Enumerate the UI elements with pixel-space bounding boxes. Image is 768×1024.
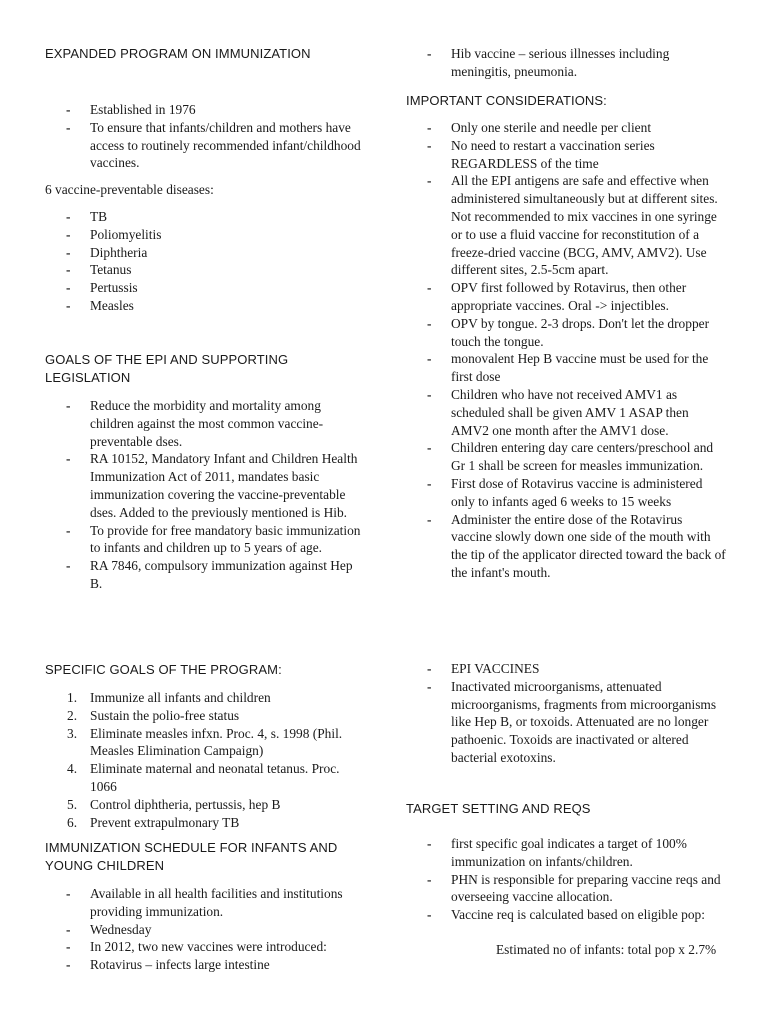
considerations-heading: IMPORTANT CONSIDERATIONS:: [406, 93, 607, 108]
list-item: - Only one sterile and needle per client: [406, 119, 726, 137]
list-item: - monovalent Hep B vaccine must be used for the first dose: [406, 350, 726, 386]
list-item: - First dose of Rotavirus vaccine is administered only to infants aged 6 weeks to 15 weeks: [406, 475, 726, 511]
list-item: - EPI VACCINES: [406, 660, 726, 678]
list-item: - To provide for free mandatory basic immunization to infants and children up to 5 years of age.: [45, 522, 365, 558]
list-item-text: Eliminate measles infxn. Proc. 4, s. 1998 (Phil. Measles Elimination Campaign): [90, 725, 343, 759]
list-item: - OPV first followed by Rotavirus, then other appropriate vaccines. Oral -> injectibles.: [406, 279, 726, 315]
list-item: - Rotavirus – infects large intestine: [45, 956, 365, 974]
list-number: 2.: [67, 707, 78, 723]
list-item-text: Eliminate maternal and neonatal tetanus. Proc. 1066: [90, 761, 340, 794]
list-number: 5.: [67, 796, 78, 812]
specific-goals-list: [45, 689, 365, 831]
goals-list: [45, 397, 365, 593]
list-number: 3.: [67, 725, 78, 741]
epi-list: [45, 101, 365, 172]
list-number: 6.: [67, 814, 78, 830]
target-heading: TARGET SETTING AND REQS: [406, 801, 591, 816]
list-item: [45, 760, 365, 796]
list-item: - Children entering day care centers/preschool and Gr 1 shall be screen for measles immunization.: [406, 439, 726, 475]
schedule-heading: IMMUNIZATION SCHEDULE FOR INFANTS AND YOUNG CHILDREN: [45, 840, 338, 873]
diseases-intro: 6 vaccine-preventable diseases:: [45, 182, 214, 197]
list-item: [45, 707, 365, 725]
list-number: 4.: [67, 761, 78, 777]
list-item: - In 2012, two new vaccines were introduced:: [45, 938, 365, 956]
list-item: - Measles: [45, 297, 161, 315]
list-item: - All the EPI antigens are safe and effective when administered simultaneously but at different sites. Not recommended to mix vaccines in one syringe or to use a fluid vaccine for reconstitution of a freeze-dried vaccine (BCG, AMV, AMV2). Use different sites, 2.5-5cm apart.: [406, 172, 726, 279]
list-item: - OPV by tongue. 2-3 drops. Don't let the dropper touch the tongue.: [406, 315, 726, 351]
epi-vaccines-list: [406, 660, 726, 767]
list-item: [45, 814, 365, 832]
list-item: [45, 689, 365, 707]
schedule-list: [45, 885, 365, 974]
list-item: - Children who have not received AMV1 as scheduled shall be given AMV 1 ASAP then AMV2 one month after the AMV1 dose.: [406, 386, 726, 439]
considerations-list: [406, 119, 726, 582]
epi-heading: EXPANDED PROGRAM ON IMMUNIZATION: [45, 46, 311, 61]
list-item: - Poliomyelitis: [45, 226, 161, 244]
formula-text: Estimated no of infants: total pop x 2.7%: [496, 942, 717, 957]
goals-heading: GOALS OF THE EPI AND SUPPORTING LEGISLATION: [45, 352, 289, 385]
list-item: - No need to restart a vaccination series REGARDLESS of the time: [406, 137, 726, 173]
list-item: - Vaccine req is calculated based on eligible pop:: [406, 906, 726, 924]
list-item: - RA 7846, compulsory immunization against Hep B.: [45, 557, 365, 593]
hib-list: [406, 45, 726, 81]
list-item: - Inactivated microorganisms, attenuated microorganisms, fragments from microorganisms like Hep B, or toxoids. Attenuated are no longer pathoenic. Toxoids are inactivated or altered bacterial exotoxins.: [406, 678, 726, 767]
specific-goals-heading: SPECIFIC GOALS OF THE PROGRAM:: [45, 662, 282, 677]
list-item-text: Sustain the polio-free status: [90, 707, 240, 723]
list-item: - Hib vaccine – serious illnesses including meningitis, pneumonia.: [406, 45, 726, 81]
list-item: - Pertussis: [45, 279, 161, 297]
list-item: [45, 796, 365, 814]
list-item: - Established in 1976: [45, 101, 365, 119]
list-item: - Tetanus: [45, 261, 161, 279]
list-item: - RA 10152, Mandatory Infant and Children Health Immunization Act of 2011, mandates basic immunization covering the vaccine-preventable dses. Added to the previously mentioned is Hib.: [45, 450, 365, 521]
list-item: - first specific goal indicates a target of 100% immunization on infants/children.: [406, 835, 726, 871]
diseases-list: [45, 208, 161, 315]
list-item: [45, 725, 365, 761]
list-item-text: Control diphtheria, pertussis, hep B: [90, 796, 281, 812]
list-item: - Wednesday: [45, 921, 365, 939]
list-item-text: Immunize all infants and children: [90, 690, 271, 705]
list-item: - TB: [45, 208, 161, 226]
list-item: - Administer the entire dose of the Rotavirus vaccine slowly down one side of the mouth with the tip of the applicator directed toward the back of the infant's mouth.: [406, 511, 726, 582]
list-item: - Diphtheria: [45, 244, 161, 262]
list-item: - Reduce the morbidity and mortality among children against the most common vaccine-preventable dses.: [45, 397, 365, 450]
list-item-text: Prevent extrapulmonary TB: [90, 814, 240, 830]
list-item: - PHN is responsible for preparing vaccine reqs and overseeing vaccine allocation.: [406, 871, 726, 907]
list-item: - To ensure that infants/children and mothers have access to routinely recommended infant/childhood vaccines.: [45, 119, 365, 172]
target-list: [406, 835, 726, 924]
list-number: 1.: [67, 690, 78, 705]
list-item: - Available in all health facilities and institutions providing immunization.: [45, 885, 365, 921]
